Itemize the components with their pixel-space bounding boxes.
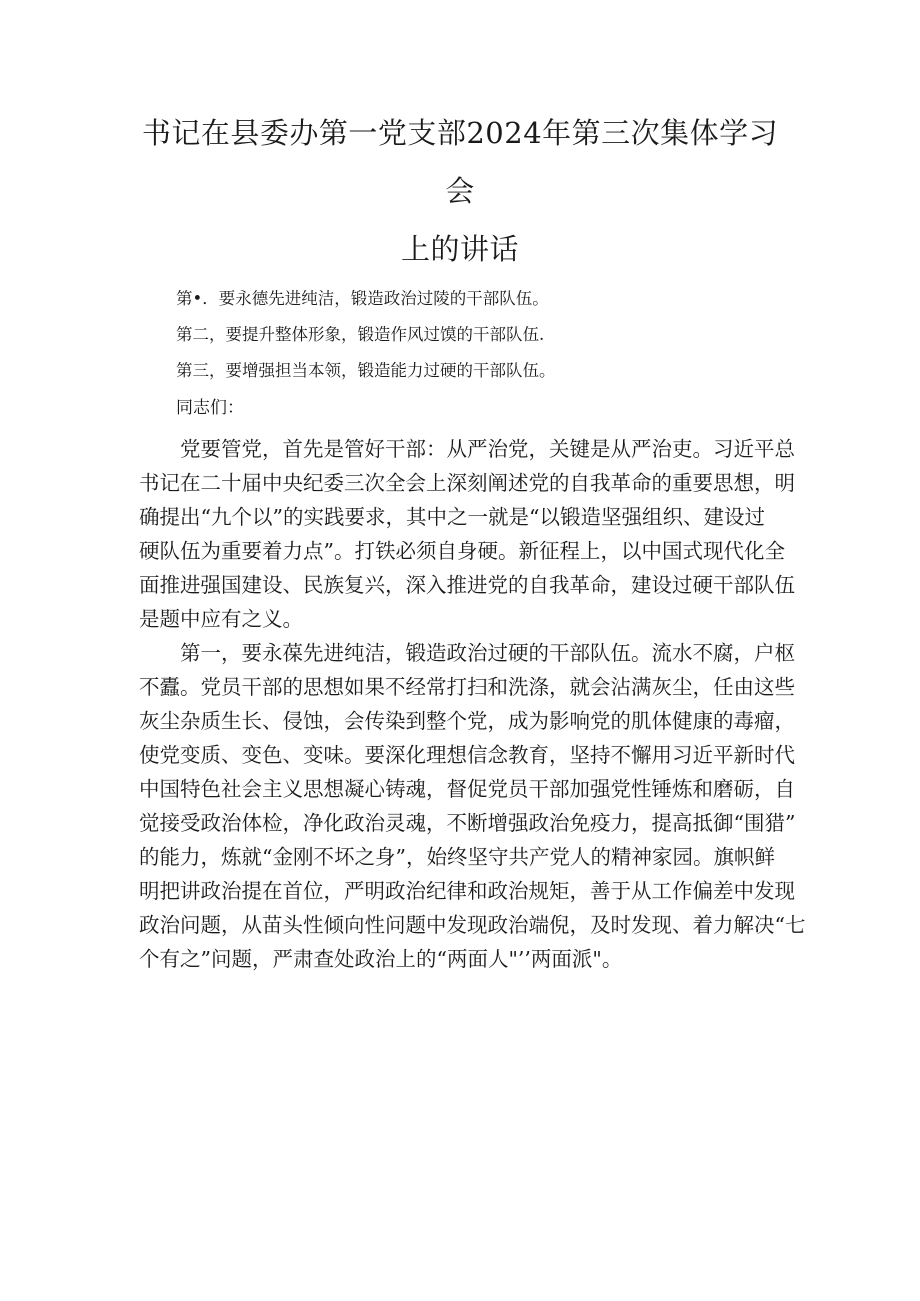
paragraph-line: 的能力，炼就“金刚不坏之身”，始终坚守共产党人的精神家园。旗帜鲜 — [139, 845, 775, 869]
outline-item: 第•．要永德先进纯洁，锻造政治过陵的干部队伍。 — [176, 289, 549, 308]
title-line-2: 上的讲话 — [400, 232, 519, 266]
title-line-1: 书记在县委办第一党支部2024年第三次集体学习会 — [141, 116, 779, 208]
paragraph-line: 面推进强国建设、民族复兴，深入推进党的自我革命，建设过硬干部队伍 — [139, 573, 795, 597]
body-text — [139, 432, 806, 976]
paragraph-line: 使党变质、变色、变味。要深化理想信念教育，坚持不懈用习近平新时代 — [139, 743, 795, 767]
document-title — [130, 104, 790, 278]
outline-list — [176, 281, 556, 389]
paragraph-line: 第一，要永葆先进纯洁，锻造政治过硬的干部队伍。流水不腐，户枢 — [180, 641, 795, 665]
paragraph-line: 是题中应有之义。 — [139, 607, 303, 631]
paragraph-line: 明把讲政治提在首位，严明政治纪律和政治规矩，善于从工作偏差中发现 — [139, 879, 795, 903]
paragraph-line: 书记在二十届中央纪委三次全会上深刻阐述党的自我革命的重要思想，明 — [139, 471, 795, 495]
paragraph-line: 不蠹。党员干部的思想如果不经常打扫和洗涤，就会沾满灰尘，任由这些 — [139, 675, 795, 699]
paragraph-line: 个有之”问题，严肃查处政治上的“两面人"’’两面派"。 — [139, 947, 623, 971]
paragraph-line: 党要管党，首先是管好干部：从严治党，关键是从严治吏。习近平总 — [180, 437, 795, 461]
paragraph-line: 政治问题，从苗头性倾向性问题中发现政治端倪，及时发现、着力解决“七 — [139, 913, 806, 937]
outline-item: 第二，要提升整体形象，锻造作风过馍的干部队伍. — [176, 325, 545, 344]
outline-item: 第三，要增强担当本领，锻造能力过硬的干部队伍。 — [176, 361, 556, 380]
paragraph-line: 中国特色社会主义思想凝心铸魂，督促党员干部加强党性锤炼和磨砺，自 — [139, 777, 795, 801]
paragraph-line: 硬队伍为重要着力点”。打铁必须自身硬。新征程上，以中国式现代化全 — [139, 539, 785, 563]
paragraph-line: 灰尘杂质生长、侵蚀，会传染到整个党，成为影响党的肌体健康的毒瘤， — [139, 709, 795, 733]
paragraph-line: 确提出“九个以”的实践要求，其中之一就是“以锻造坚强组织、建设过 — [139, 505, 765, 529]
paragraph-line: 觉接受政治体检，净化政治灵魂，不断增强政治免疫力，提高抵御“围猎” — [139, 811, 796, 835]
greeting: 同志们： — [176, 398, 244, 418]
